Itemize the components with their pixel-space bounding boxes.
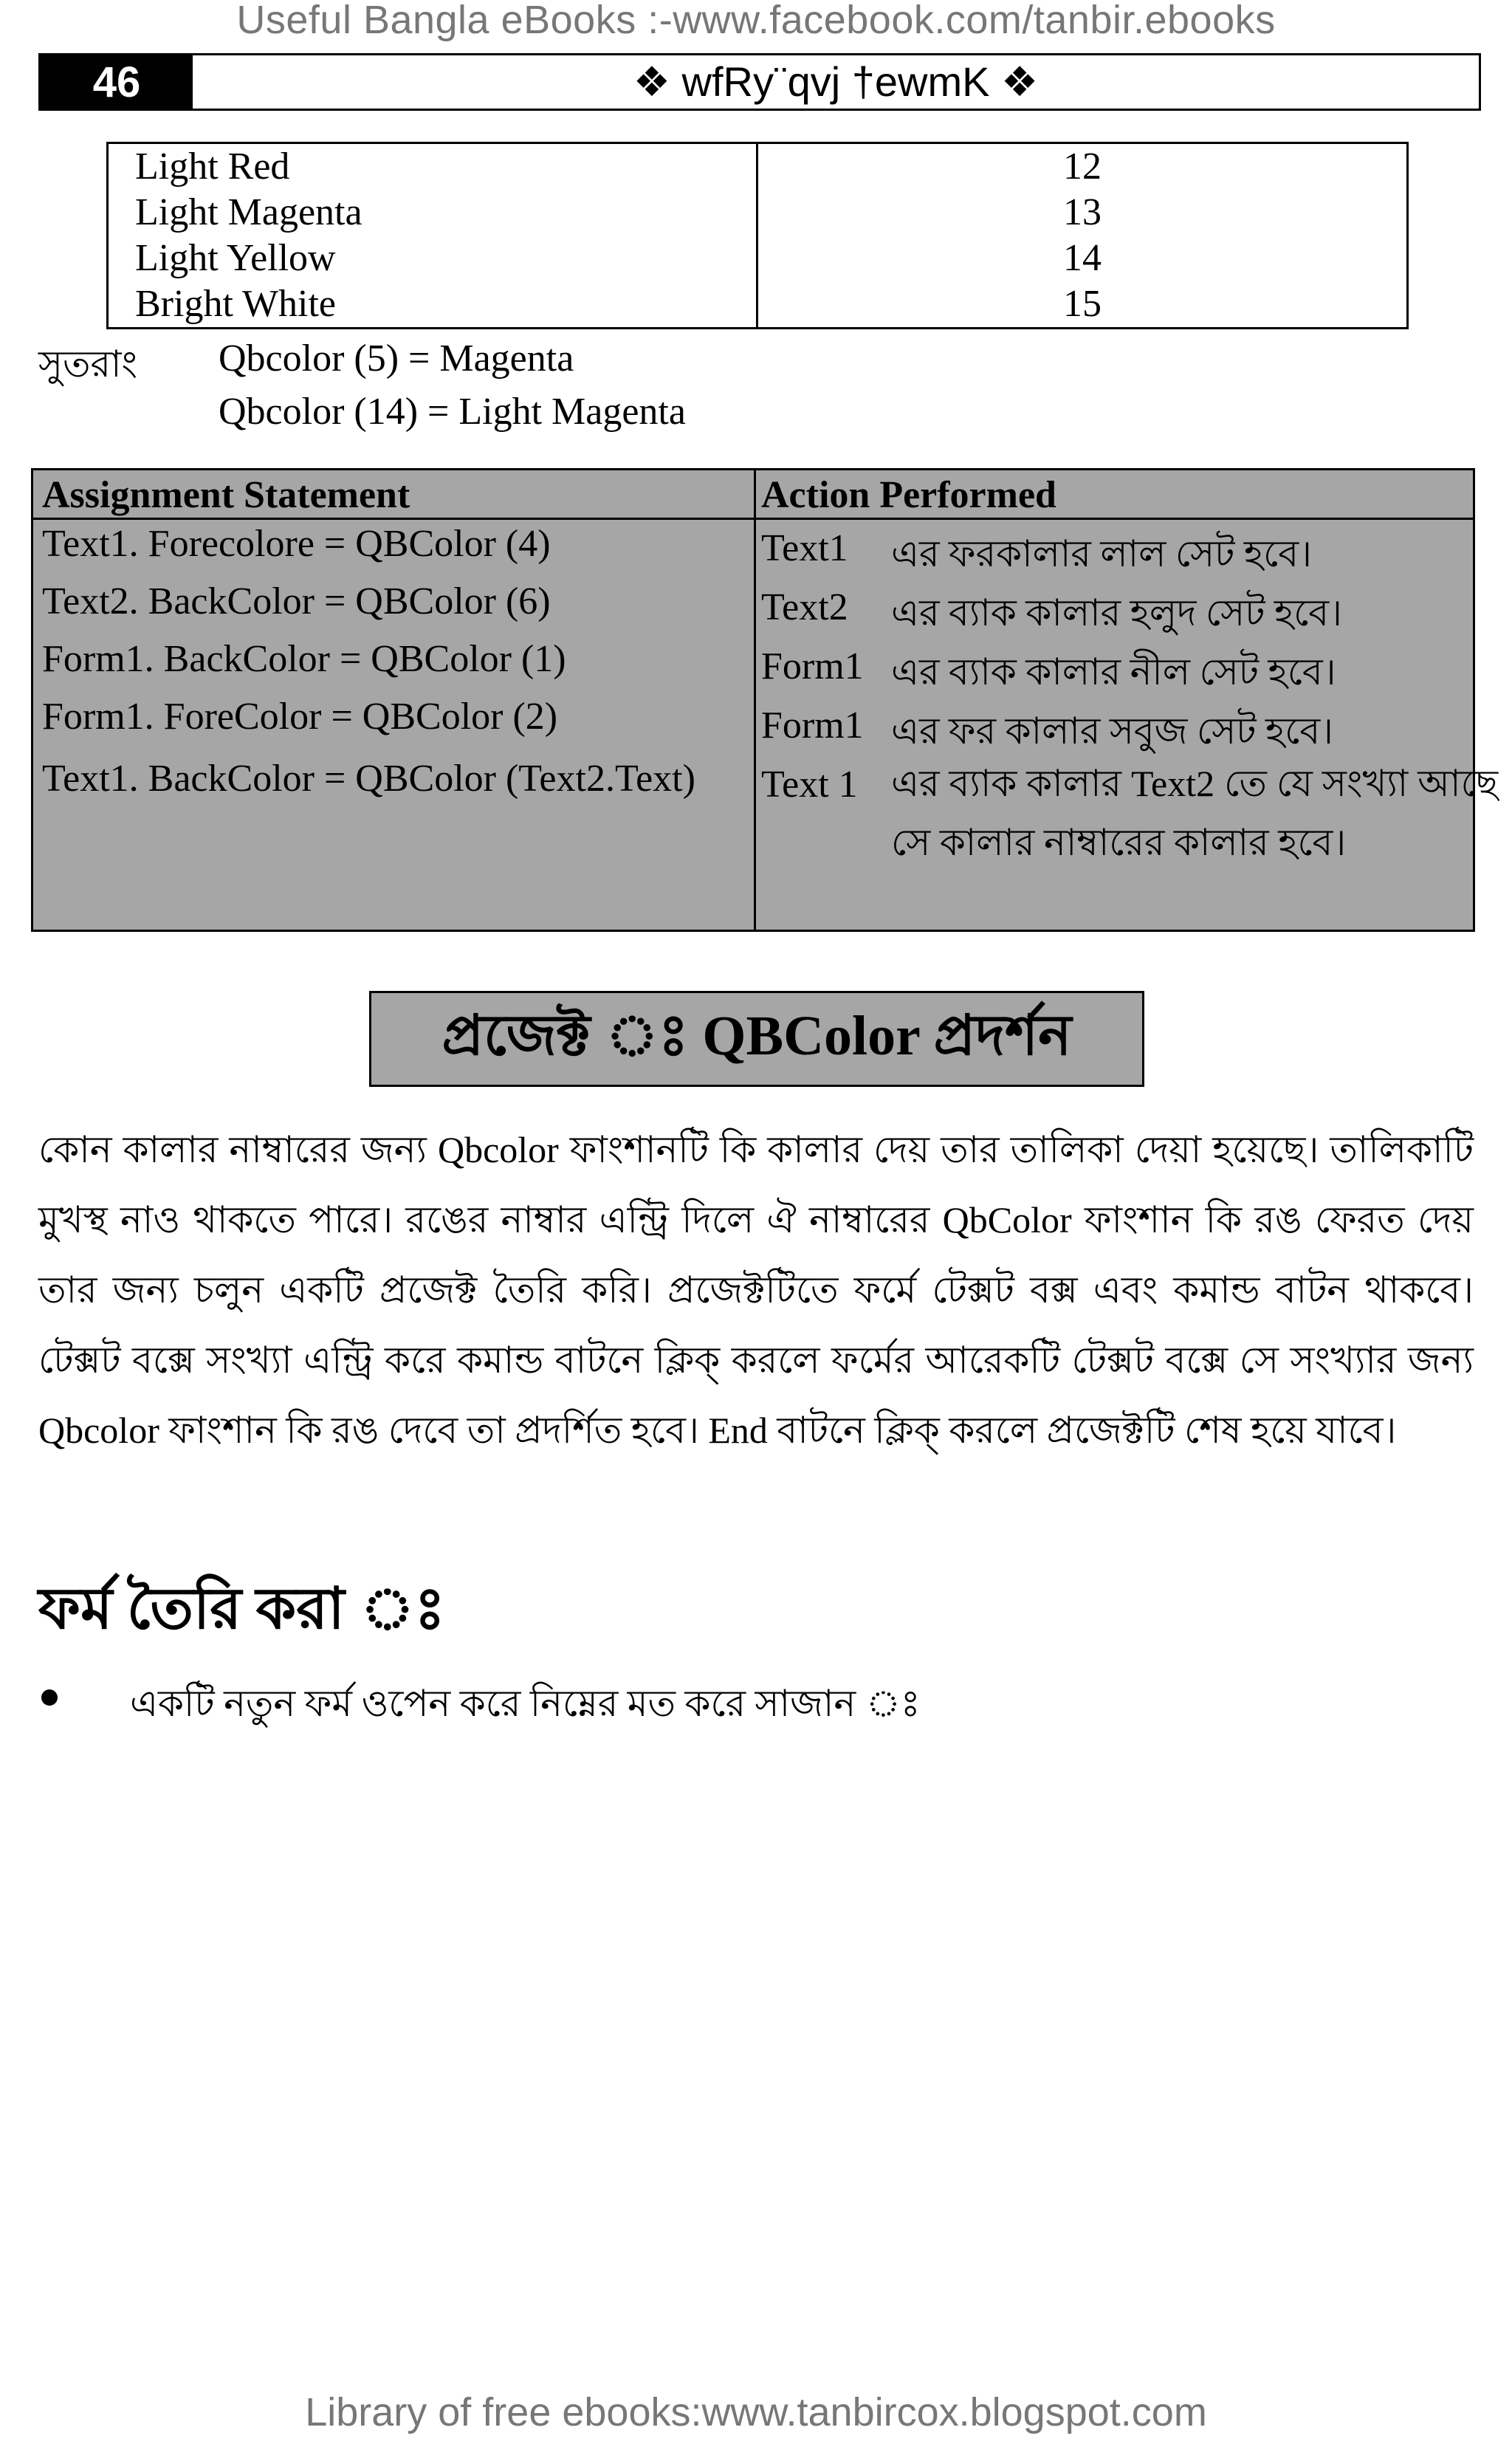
object-cell: Text2 bbox=[761, 586, 848, 628]
header-action-performed: Action Performed bbox=[761, 474, 1056, 516]
object-cell: Text 1 bbox=[761, 763, 858, 806]
color-code-table bbox=[106, 142, 1409, 329]
qbcolor-example-2: Qbcolor (14) = Light Magenta bbox=[219, 391, 686, 433]
page-number: 46 bbox=[41, 55, 193, 109]
color-value-cell: 15 bbox=[1063, 283, 1102, 325]
page-header bbox=[38, 53, 1481, 111]
action-cell: এর ফর কালার সবুজ সেট হবে। bbox=[891, 710, 1334, 752]
action-cell: এর ব্যাক কালার নীল সেট হবে। bbox=[891, 651, 1336, 693]
watermark-top: Useful Bangla eBooks :-www.facebook.com/tanbir.ebooks bbox=[236, 0, 1276, 42]
table-divider-vertical bbox=[754, 470, 756, 930]
color-name-cell: Light Red bbox=[135, 145, 290, 188]
running-title: ❖ wfRy¨qvj †ewmK ❖ bbox=[633, 58, 1039, 105]
statement-cell: Text1. Forecolore = QBColor (4) bbox=[42, 523, 551, 565]
color-value-cell: 13 bbox=[1063, 191, 1102, 233]
color-name-cell: Light Magenta bbox=[135, 191, 362, 233]
table-divider-horizontal bbox=[33, 518, 1473, 520]
color-name-cell: Light Yellow bbox=[135, 237, 336, 279]
qbcolor-example-1: Qbcolor (5) = Magenta bbox=[219, 337, 574, 380]
action-cell: এর ফরকালার লাল সেট হবে। bbox=[891, 533, 1312, 574]
color-name-column bbox=[109, 144, 758, 327]
statement-cell: Form1. ForeColor = QBColor (2) bbox=[42, 696, 558, 738]
statement-cell: Form1. BackColor = QBColor (1) bbox=[42, 638, 566, 680]
header-assignment-statement: Assignment Statement bbox=[42, 474, 410, 516]
watermark-bottom: Library of free ebooks:www.tanbircox.blogspot.com bbox=[305, 2390, 1207, 2434]
object-cell: Text1 bbox=[761, 527, 848, 569]
object-cell: Form1 bbox=[761, 645, 864, 687]
intro-paragraph: কোন কালার নাম্বারের জন্য Qbcolor ফাংশানটি কি কালার দেয় তার তালিকা দেয়া হয়েছে। তালিকাটি মুখস্থ নাও থাকতে পারে। রঙের নাম্বার এন্ট্রি দিলে ঐ নাম্বারের QbColor ফাংশান কি রঙ ফেরত দেয় তার জন্য চলুন একটি প্রজেক্ট তৈরি করি। প্রজেক্টটিতে ফর্মে টেক্সট বক্স এবং কমান্ড বাটন থাকবে। টেক্সট বক্সে সংখ্যা এন্ট্রি করে কমান্ড বাটনে ক্লিক্ করলে ফর্মের আরেকটি টেক্সট বক্সে সে সংখ্যার জন্য Qbcolor ফাংশান কি রঙ দেবে তা প্রদর্শিত হবে। End বাটনে ক্লিক্ করলে প্রজেক্টটি শেষ হয়ে যাবে। bbox=[38, 1129, 1474, 1451]
statement-cell: Text1. BackColor = QBColor (Text2.Text) bbox=[42, 758, 695, 800]
object-cell: Form1 bbox=[761, 704, 864, 747]
bullet-icon bbox=[41, 1689, 58, 1706]
color-value-column bbox=[758, 144, 1406, 327]
color-name-cell: Bright White bbox=[135, 283, 337, 325]
color-value-cell: 14 bbox=[1063, 237, 1102, 279]
action-cell: এর ব্যাক কালার Text2 তে যে সংখ্যা আছে সে কালার নাম্বারের কালার হবে। bbox=[891, 763, 1498, 863]
action-cell: এর ব্যাক কালার হলুদ সেট হবে। bbox=[891, 592, 1343, 634]
project-title-box: প্রজেক্ট ঃ QBColor প্রদর্শন bbox=[369, 991, 1144, 1087]
color-value-cell: 12 bbox=[1063, 145, 1102, 188]
statement-cell: Text2. BackColor = QBColor (6) bbox=[42, 580, 551, 622]
section-heading: ফর্ম তৈরি করা ঃ bbox=[38, 1576, 445, 1641]
bullet-item: একটি নতুন ফর্ম ওপেন করে নিম্নের মত করে সাজান ঃ bbox=[130, 1683, 921, 1724]
sutorang-label: সুতরাং bbox=[38, 343, 138, 385]
assignment-table bbox=[31, 468, 1498, 932]
